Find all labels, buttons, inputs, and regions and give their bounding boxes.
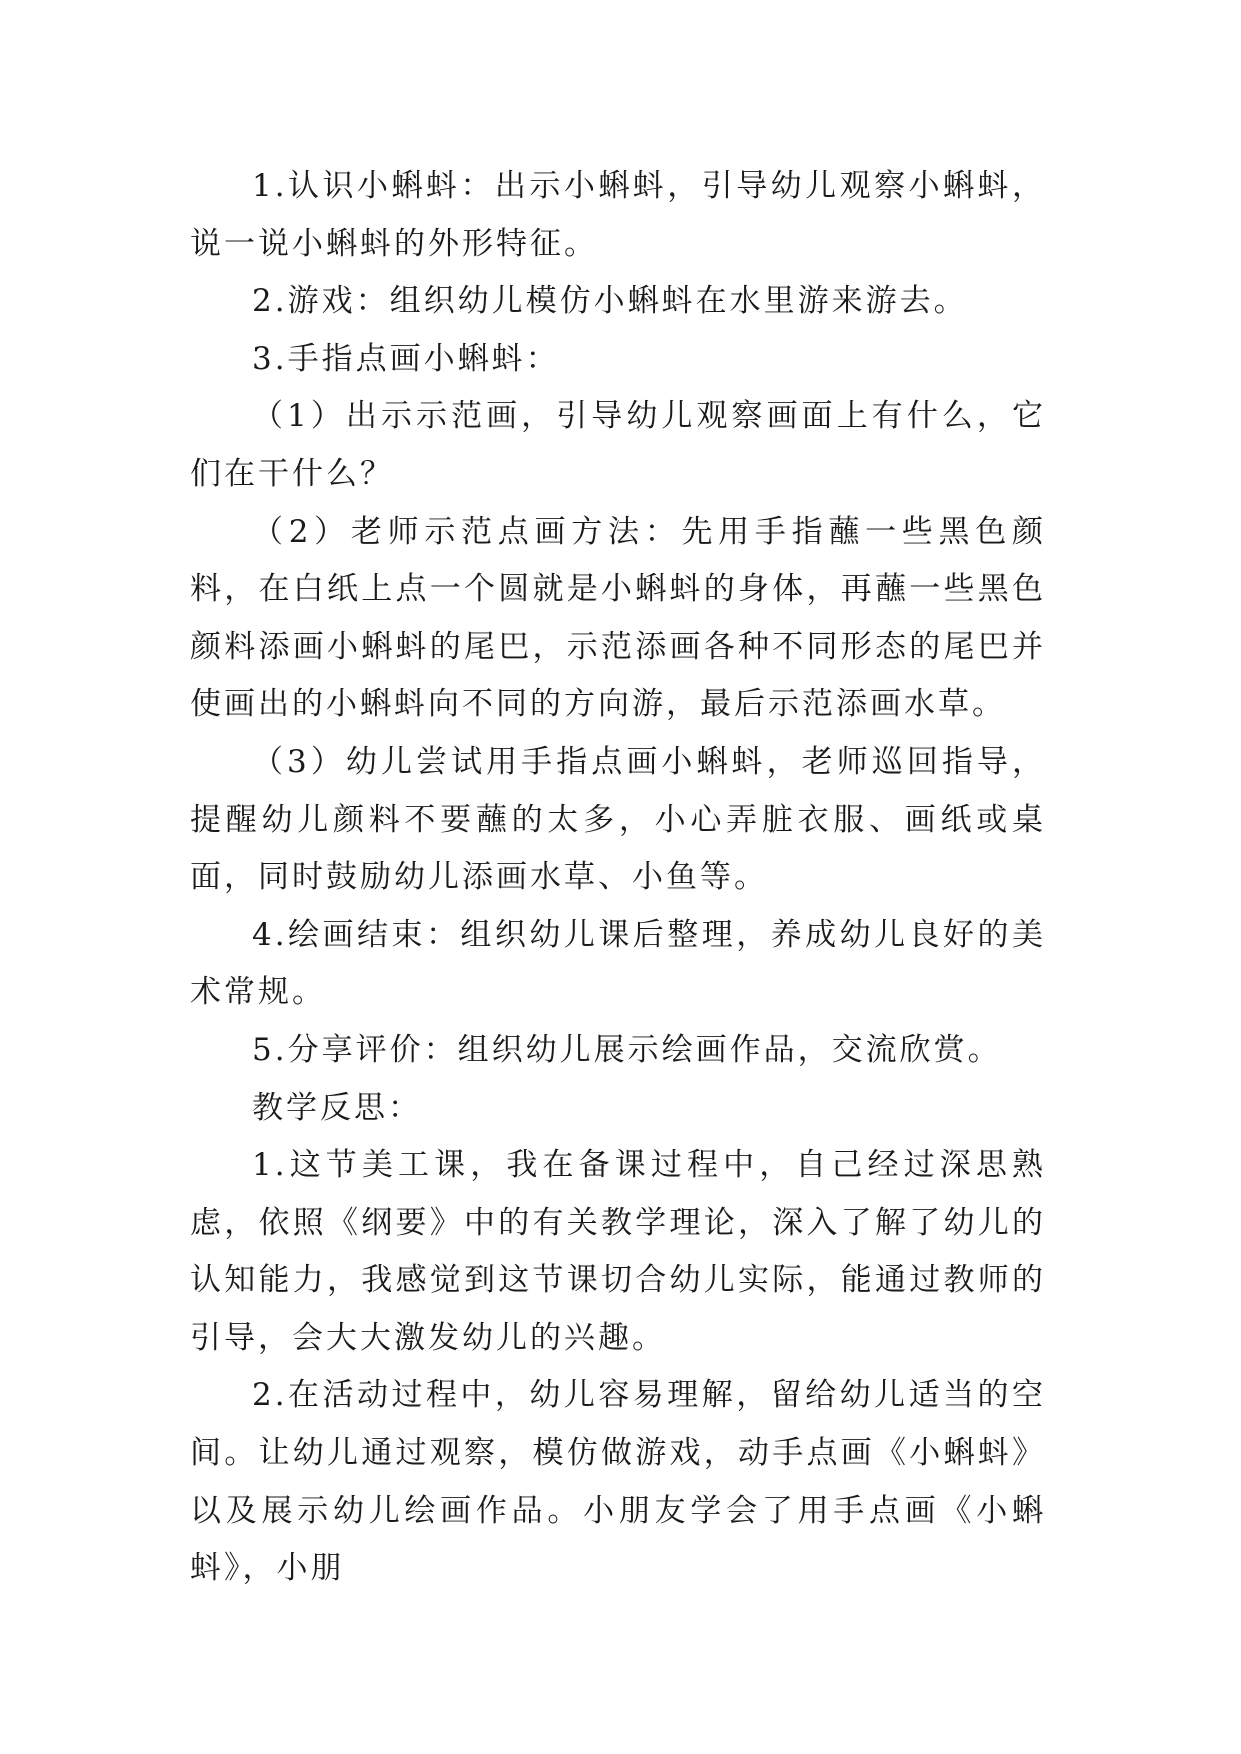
paragraph-substep-3: （3）幼儿尝试用手指点画小蝌蚪，老师巡回指导，提醒幼儿颜料不要蘸的太多，小心弄脏衣服、画纸或桌面，同时鼓励幼儿添画水草、小鱼等。	[190, 743, 1046, 896]
paragraph-step-3: 3.手指点画小蝌蚪：	[252, 340, 560, 377]
paragraph-reflection-2: 2.在活动过程中，幼儿容易理解，留给幼儿适当的空间。让幼儿通过观察，模仿做游戏，动手点画《小蝌蚪》以及展示幼儿绘画作品。小朋友学会了用手点画《小蝌蚪》，小朋	[190, 1377, 1046, 1587]
document-body	[190, 158, 1046, 1598]
paragraph-step-5: 5.分享评价：组织幼儿展示绘画作品，交流欣赏。	[252, 1031, 1002, 1068]
paragraph-step-1: 1.认识小蝌蚪：出示小蝌蚪，引导幼儿观察小蝌蚪，说一说小蝌蚪的外形特征。	[190, 168, 1046, 262]
paragraph-step-2: 2.游戏：组织幼儿模仿小蝌蚪在水里游来游去。	[252, 283, 968, 320]
paragraph-substep-2: （2）老师示范点画方法：先用手指蘸一些黑色颜料，在白纸上点一个圆就是小蝌蚪的身体，再蘸一些黑色颜料添画小蝌蚪的尾巴，示范添画各种不同形态的尾巴并使画出的小蝌蚪向不同的方向游，最后示范添画水草。	[190, 513, 1046, 723]
paragraph-step-4: 4.绘画结束：组织幼儿课后整理，养成幼儿良好的美术常规。	[190, 916, 1046, 1011]
paragraph-substep-1: （1）出示示范画，引导幼儿观察画面上有什么，它们在干什么？	[190, 398, 1046, 492]
section-heading-reflection: 教学反思：	[252, 1089, 422, 1126]
paragraph-reflection-1: 1.这节美工课，我在备课过程中，自己经过深思熟虑，依照《纲要》中的有关教学理论，深入了解了幼儿的认知能力，我感觉到这节课切合幼儿实际，能通过教师的引导，会大大激发幼儿的兴趣。	[190, 1147, 1046, 1356]
